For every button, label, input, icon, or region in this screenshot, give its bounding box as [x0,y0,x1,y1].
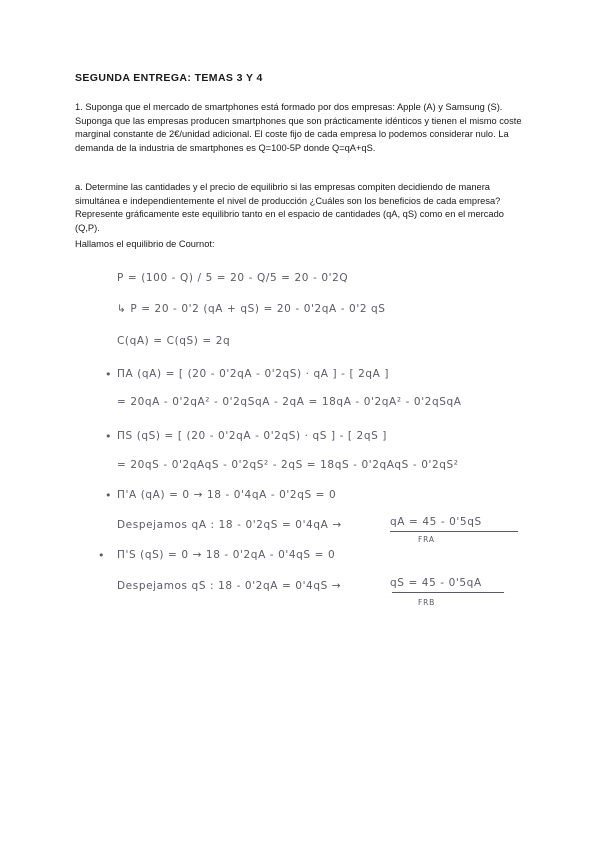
reaction-function-a: qA = 45 - 0'5qS [390,516,482,528]
page-title: SEGUNDA ENTREGA: TEMAS 3 Y 4 [75,72,263,84]
question-a-text: a. Determine las cantidades y el precio de equilibrio si las empresas compiten decidiendo de manera simultánea e independientemente el nivel de producción ¿Cuáles son los beneficios de cada empresa? Represente gráficamente este equilibrio tanto en el espacio de cantidades (qA, qS) como en el mercado (Q,P). [75,182,504,233]
underline-fra [390,531,518,532]
cost-function-line: C(qA) = C(qS) = 2q [117,335,231,347]
bullet-3: • [105,489,113,502]
bullet-4: • [98,549,106,562]
demand-inverse-line: P = (100 - Q) / 5 = 20 - Q/5 = 20 - 0'2Q [117,272,349,284]
bullet-1: • [105,368,113,381]
cournot-subtitle: Hallamos el equilibrio de Cournot: [75,239,215,249]
question-1-text: 1. Suponga que el mercado de smartphones está formado por dos empresas: Apple (A) y Samsung (S). Suponga que las empresas producen smartphones que son prácticamente idénticos y tienen el mismo coste marginal constante de 2€/unidad adicional. El coste fijo de cada empresa lo podemos considerar nulo. La demanda de la industria de smartphones es Q=100-5P donde Q=qA+qS. [75,102,522,153]
frb-label: FRB [418,598,436,607]
solve-s-line: Despejamos qS : 18 - 0'2qA = 0'4qS → [117,580,342,592]
underline-frb [392,592,504,593]
fra-label: FRA [418,535,435,544]
bullet-2: • [105,430,113,443]
foc-a-line: Π'A (qA) = 0 → 18 - 0'4qA - 0'2qS = 0 [117,489,337,501]
profit-s-line: ΠS (qS) = [ (20 - 0'2qA - 0'2qS) · qS ] - [ 2qS ] [117,430,388,442]
profit-a-expanded-line: = 20qA - 0'2qA² - 0'2qSqA - 2qA = 18qA - 0'2qA² - 0'2qSqA [117,396,462,408]
foc-s-line: Π'S (qS) = 0 → 18 - 0'2qA - 0'4qS = 0 [117,549,336,561]
profit-s-expanded-line: = 20qS - 0'2qAqS - 0'2qS² - 2qS = 18qS - 0'2qAqS - 0'2qS² [117,459,459,471]
price-function-line: ↳ P = 20 - 0'2 (qA + qS) = 20 - 0'2qA - 0'2 qS [117,303,386,315]
profit-a-line: ΠA (qA) = [ (20 - 0'2qA - 0'2qS) · qA ] - [ 2qA ] [117,368,390,380]
reaction-function-b: qS = 45 - 0'5qA [390,577,482,589]
solve-a-line: Despejamos qA : 18 - 0'2qS = 0'4qA → [117,519,342,531]
